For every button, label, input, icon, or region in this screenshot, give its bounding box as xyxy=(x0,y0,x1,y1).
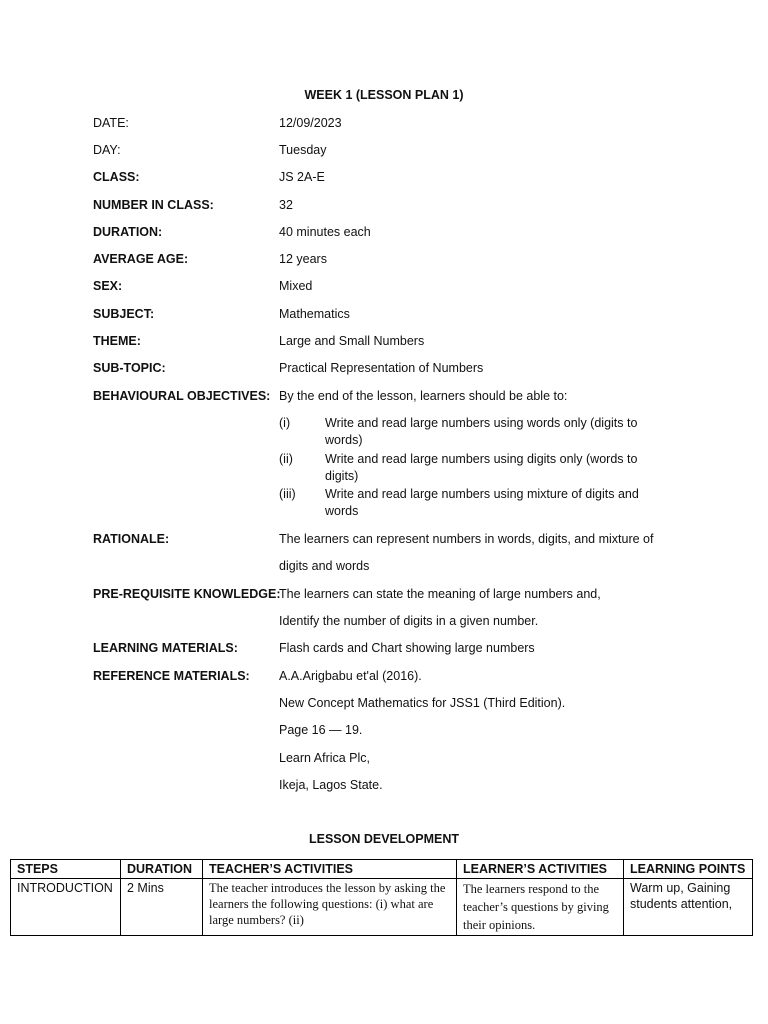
objective-text: Write and read large numbers using mixture of digits and words xyxy=(325,487,639,518)
detail-label: SEX: xyxy=(93,279,123,293)
detail-row-duration xyxy=(93,222,693,242)
reference-line: Learn Africa Plc, xyxy=(279,751,371,765)
table-row xyxy=(11,879,753,936)
reference-line: Page 16 — 19. xyxy=(279,723,363,737)
reference-materials-row xyxy=(93,666,693,686)
detail-label: THEME: xyxy=(93,334,141,348)
learning-materials-value: Flash cards and Chart showing large numbers xyxy=(279,641,535,655)
detail-row-theme xyxy=(93,331,693,351)
column-header-teacher-activities: TEACHER’S ACTIVITIES xyxy=(203,860,457,879)
objective-number: (ii) xyxy=(279,452,293,466)
cell-duration: 2 Mins xyxy=(121,879,203,936)
column-header-learner-activities: LEARNER’S ACTIVITIES xyxy=(457,860,624,879)
objectives-intro: By the end of the lesson, learners should be able to: xyxy=(279,389,568,403)
detail-value: Tuesday xyxy=(279,143,327,157)
learning-materials-row xyxy=(93,638,693,658)
lesson-development-heading: LESSON DEVELOPMENT xyxy=(308,832,460,846)
detail-label: AVERAGE AGE: xyxy=(93,252,189,266)
reference-materials-label: REFERENCE MATERIALS: xyxy=(93,669,250,683)
detail-row-number-in-class xyxy=(93,195,693,215)
cell-step: INTRODUCTION xyxy=(11,879,121,936)
rationale-label: RATIONALE: xyxy=(93,532,170,546)
detail-value: 40 minutes each xyxy=(279,225,371,239)
detail-value: JS 2A-E xyxy=(279,170,325,184)
detail-row-sex xyxy=(93,276,693,296)
objectives-label: BEHAVIOURAL OBJECTIVES: xyxy=(93,389,271,403)
table-header-row xyxy=(11,860,753,879)
prerequisite-row xyxy=(93,584,693,604)
column-header-duration: DURATION xyxy=(121,860,203,879)
detail-row-average-age xyxy=(93,249,693,269)
detail-value: 12/09/2023 xyxy=(279,116,342,130)
detail-row-date xyxy=(93,113,693,133)
detail-row-class xyxy=(93,167,693,187)
cell-learner-activity: The learners respond to the teacher’s questions by giving their opinions. xyxy=(457,879,624,936)
detail-row-day xyxy=(93,140,693,160)
prerequisite-line: The learners can state the meaning of large numbers and, xyxy=(279,587,601,601)
objective-text: Write and read large numbers using words only (digits to words) xyxy=(325,416,638,447)
learning-materials-label: LEARNING MATERIALS: xyxy=(93,641,238,655)
detail-value: Mathematics xyxy=(279,307,350,321)
page-title: WEEK 1 (LESSON PLAN 1) xyxy=(304,88,464,102)
detail-label: DATE: xyxy=(93,116,129,130)
detail-value: 32 xyxy=(279,198,293,212)
column-header-learning-points: LEARNING POINTS xyxy=(624,860,753,879)
objective-text: Write and read large numbers using digits only (words to digits) xyxy=(325,452,638,483)
detail-label: SUB-TOPIC: xyxy=(93,361,166,375)
rationale-line: The learners can represent numbers in words, digits, and mixture of xyxy=(279,532,654,546)
reference-line: New Concept Mathematics for JSS1 (Third Edition). xyxy=(279,696,566,710)
objectives-row xyxy=(93,386,693,406)
detail-label: NUMBER IN CLASS: xyxy=(93,198,214,212)
column-header-steps: STEPS xyxy=(11,860,121,879)
prerequisite-line: Identify the number of digits in a given number. xyxy=(279,614,539,628)
detail-row-sub-topic xyxy=(93,358,693,378)
detail-row-subject xyxy=(93,304,693,324)
detail-value: Practical Representation of Numbers xyxy=(279,361,484,375)
cell-learning-points: Warm up, Gaining students attention, xyxy=(624,879,753,936)
reference-line: A.A.Arigbabu et'al (2016). xyxy=(279,669,422,683)
rationale-row xyxy=(93,529,693,549)
lesson-development-table xyxy=(10,859,753,936)
objective-number: (i) xyxy=(279,416,291,430)
detail-label: DURATION: xyxy=(93,225,163,239)
detail-label: CLASS: xyxy=(93,170,140,184)
cell-teacher-activity: The teacher introduces the lesson by asking the learners the following questions: (i) what are large numbers? (ii) xyxy=(203,879,457,936)
detail-label: DAY: xyxy=(93,143,121,157)
detail-label: SUBJECT: xyxy=(93,307,155,321)
prerequisite-label: PRE-REQUISITE KNOWLEDGE: xyxy=(93,587,281,601)
objective-number: (iii) xyxy=(279,487,296,501)
detail-value: 12 years xyxy=(279,252,327,266)
detail-value: Large and Small Numbers xyxy=(279,334,425,348)
rationale-line: digits and words xyxy=(279,559,370,573)
detail-value: Mixed xyxy=(279,279,313,293)
reference-line: Ikeja, Lagos State. xyxy=(279,778,383,792)
